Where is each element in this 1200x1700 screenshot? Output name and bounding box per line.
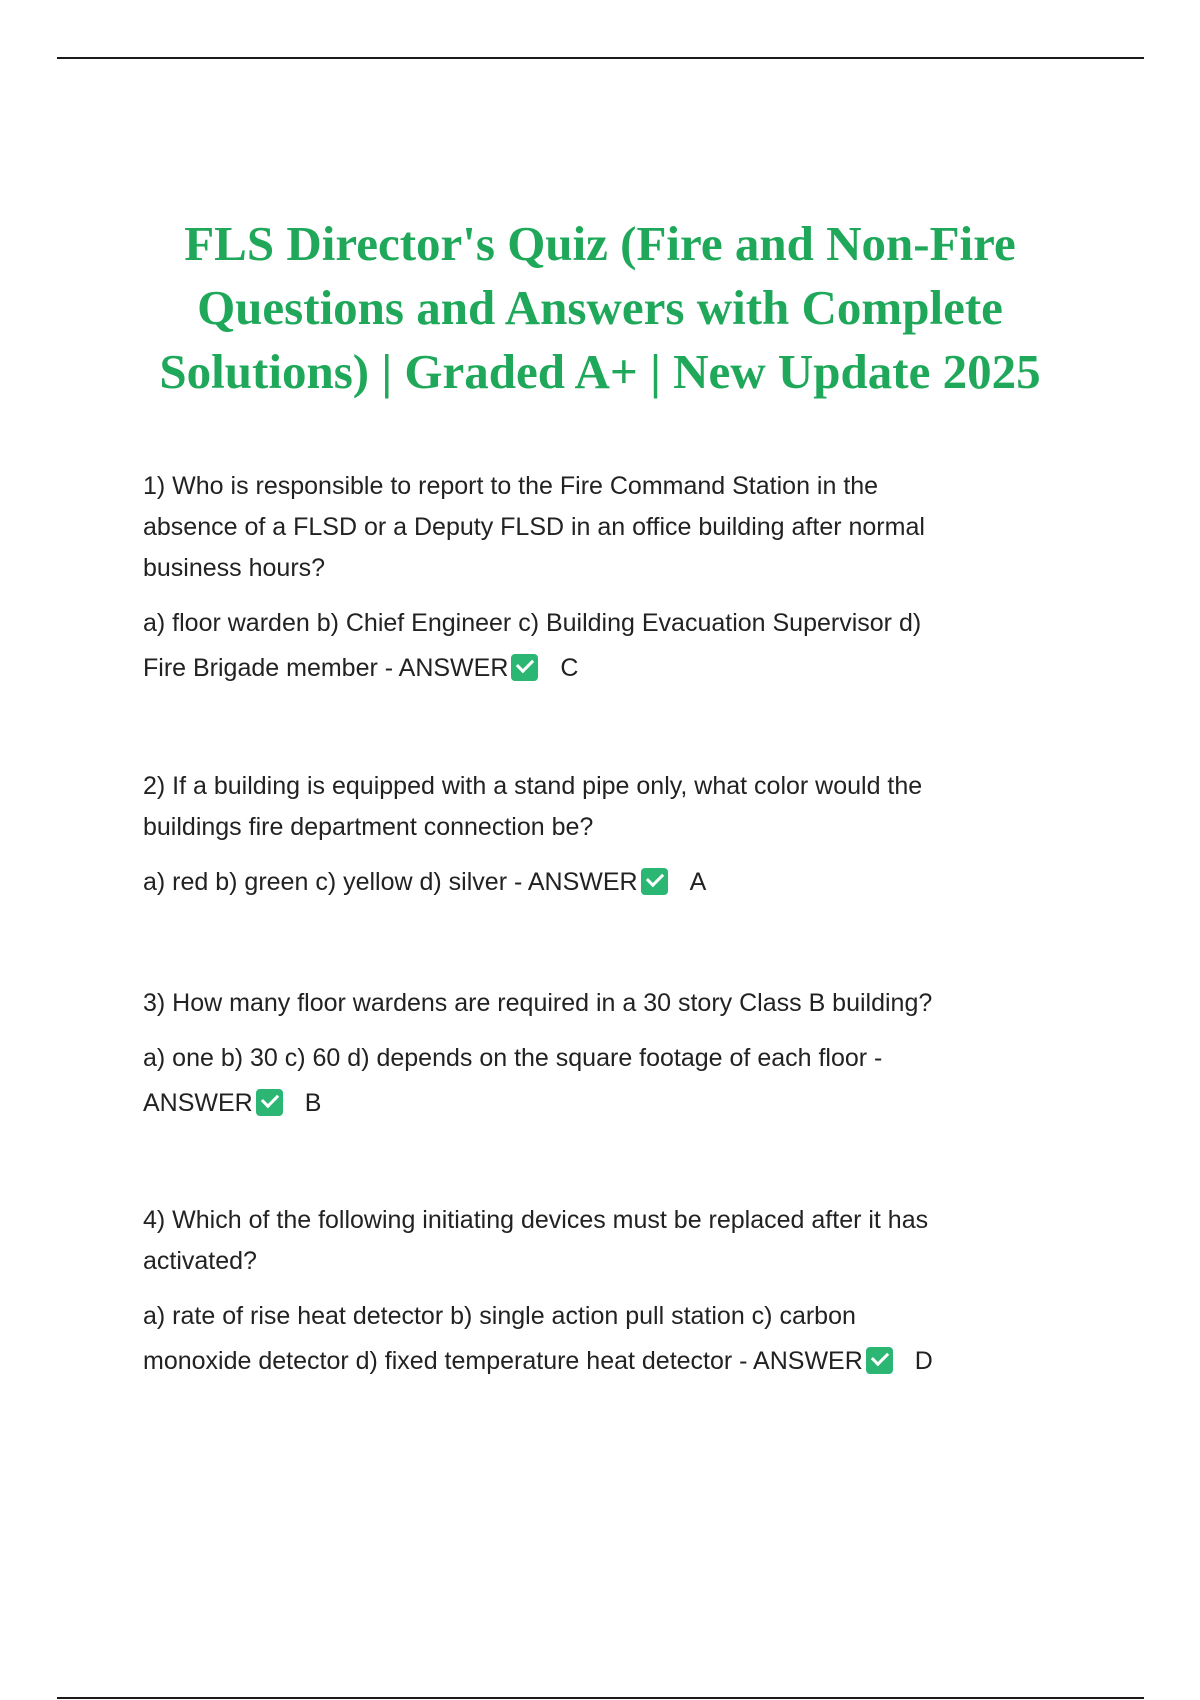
top-rule (57, 57, 1144, 59)
bottom-rule (57, 1697, 1144, 1699)
answer-options: a) red b) green c) yellow d) silver - ANSWER A (143, 860, 1078, 905)
answer-options: a) floor warden b) Chief Engineer c) Building Evacuation Supervisor d) Fire Brigade member - ANSWER C (143, 601, 1078, 691)
answer-options: a) rate of rise heat detector b) single action pull station c) carbon monoxide detector d) fixed temperature heat detector - ANSWER D (143, 1294, 1078, 1384)
question-block-3 (143, 983, 1078, 1126)
question-text: 4) Which of the following initiating devices must be replaced after it has activated? (143, 1206, 929, 1275)
title-line: FLS Director's Quiz (Fire and Non-Fire (184, 216, 1016, 271)
check-box-icon (866, 1347, 893, 1374)
answer-letter: A (689, 868, 707, 896)
answer-letter: D (914, 1347, 933, 1375)
check-box-icon (641, 868, 668, 895)
question-block-2 (143, 766, 1078, 905)
check-box-icon (256, 1089, 283, 1116)
title-line: Solutions) | Graded A+ | New Update 2025 (159, 344, 1041, 399)
question-text: 2) If a building is equipped with a stand pipe only, what color would the buildings fire department connection be? (143, 772, 923, 841)
question-block-1 (143, 466, 1078, 691)
document-title (130, 212, 1070, 404)
question-text: 3) How many floor wardens are required in a 30 story Class B building? (143, 989, 933, 1017)
check-box-icon (511, 654, 538, 681)
answer-letter: B (304, 1089, 322, 1117)
title-line: Questions and Answers with Complete (197, 280, 1003, 335)
answer-options: a) one b) 30 c) 60 d) depends on the square footage of each floor - ANSWER B (143, 1036, 1078, 1126)
answer-letter: C (560, 654, 579, 682)
question-block-4 (143, 1200, 1078, 1384)
question-text: 1) Who is responsible to report to the Fire Command Station in the absence of a FLSD or a Deputy FLSD in an office building after normal business hours? (143, 472, 925, 582)
